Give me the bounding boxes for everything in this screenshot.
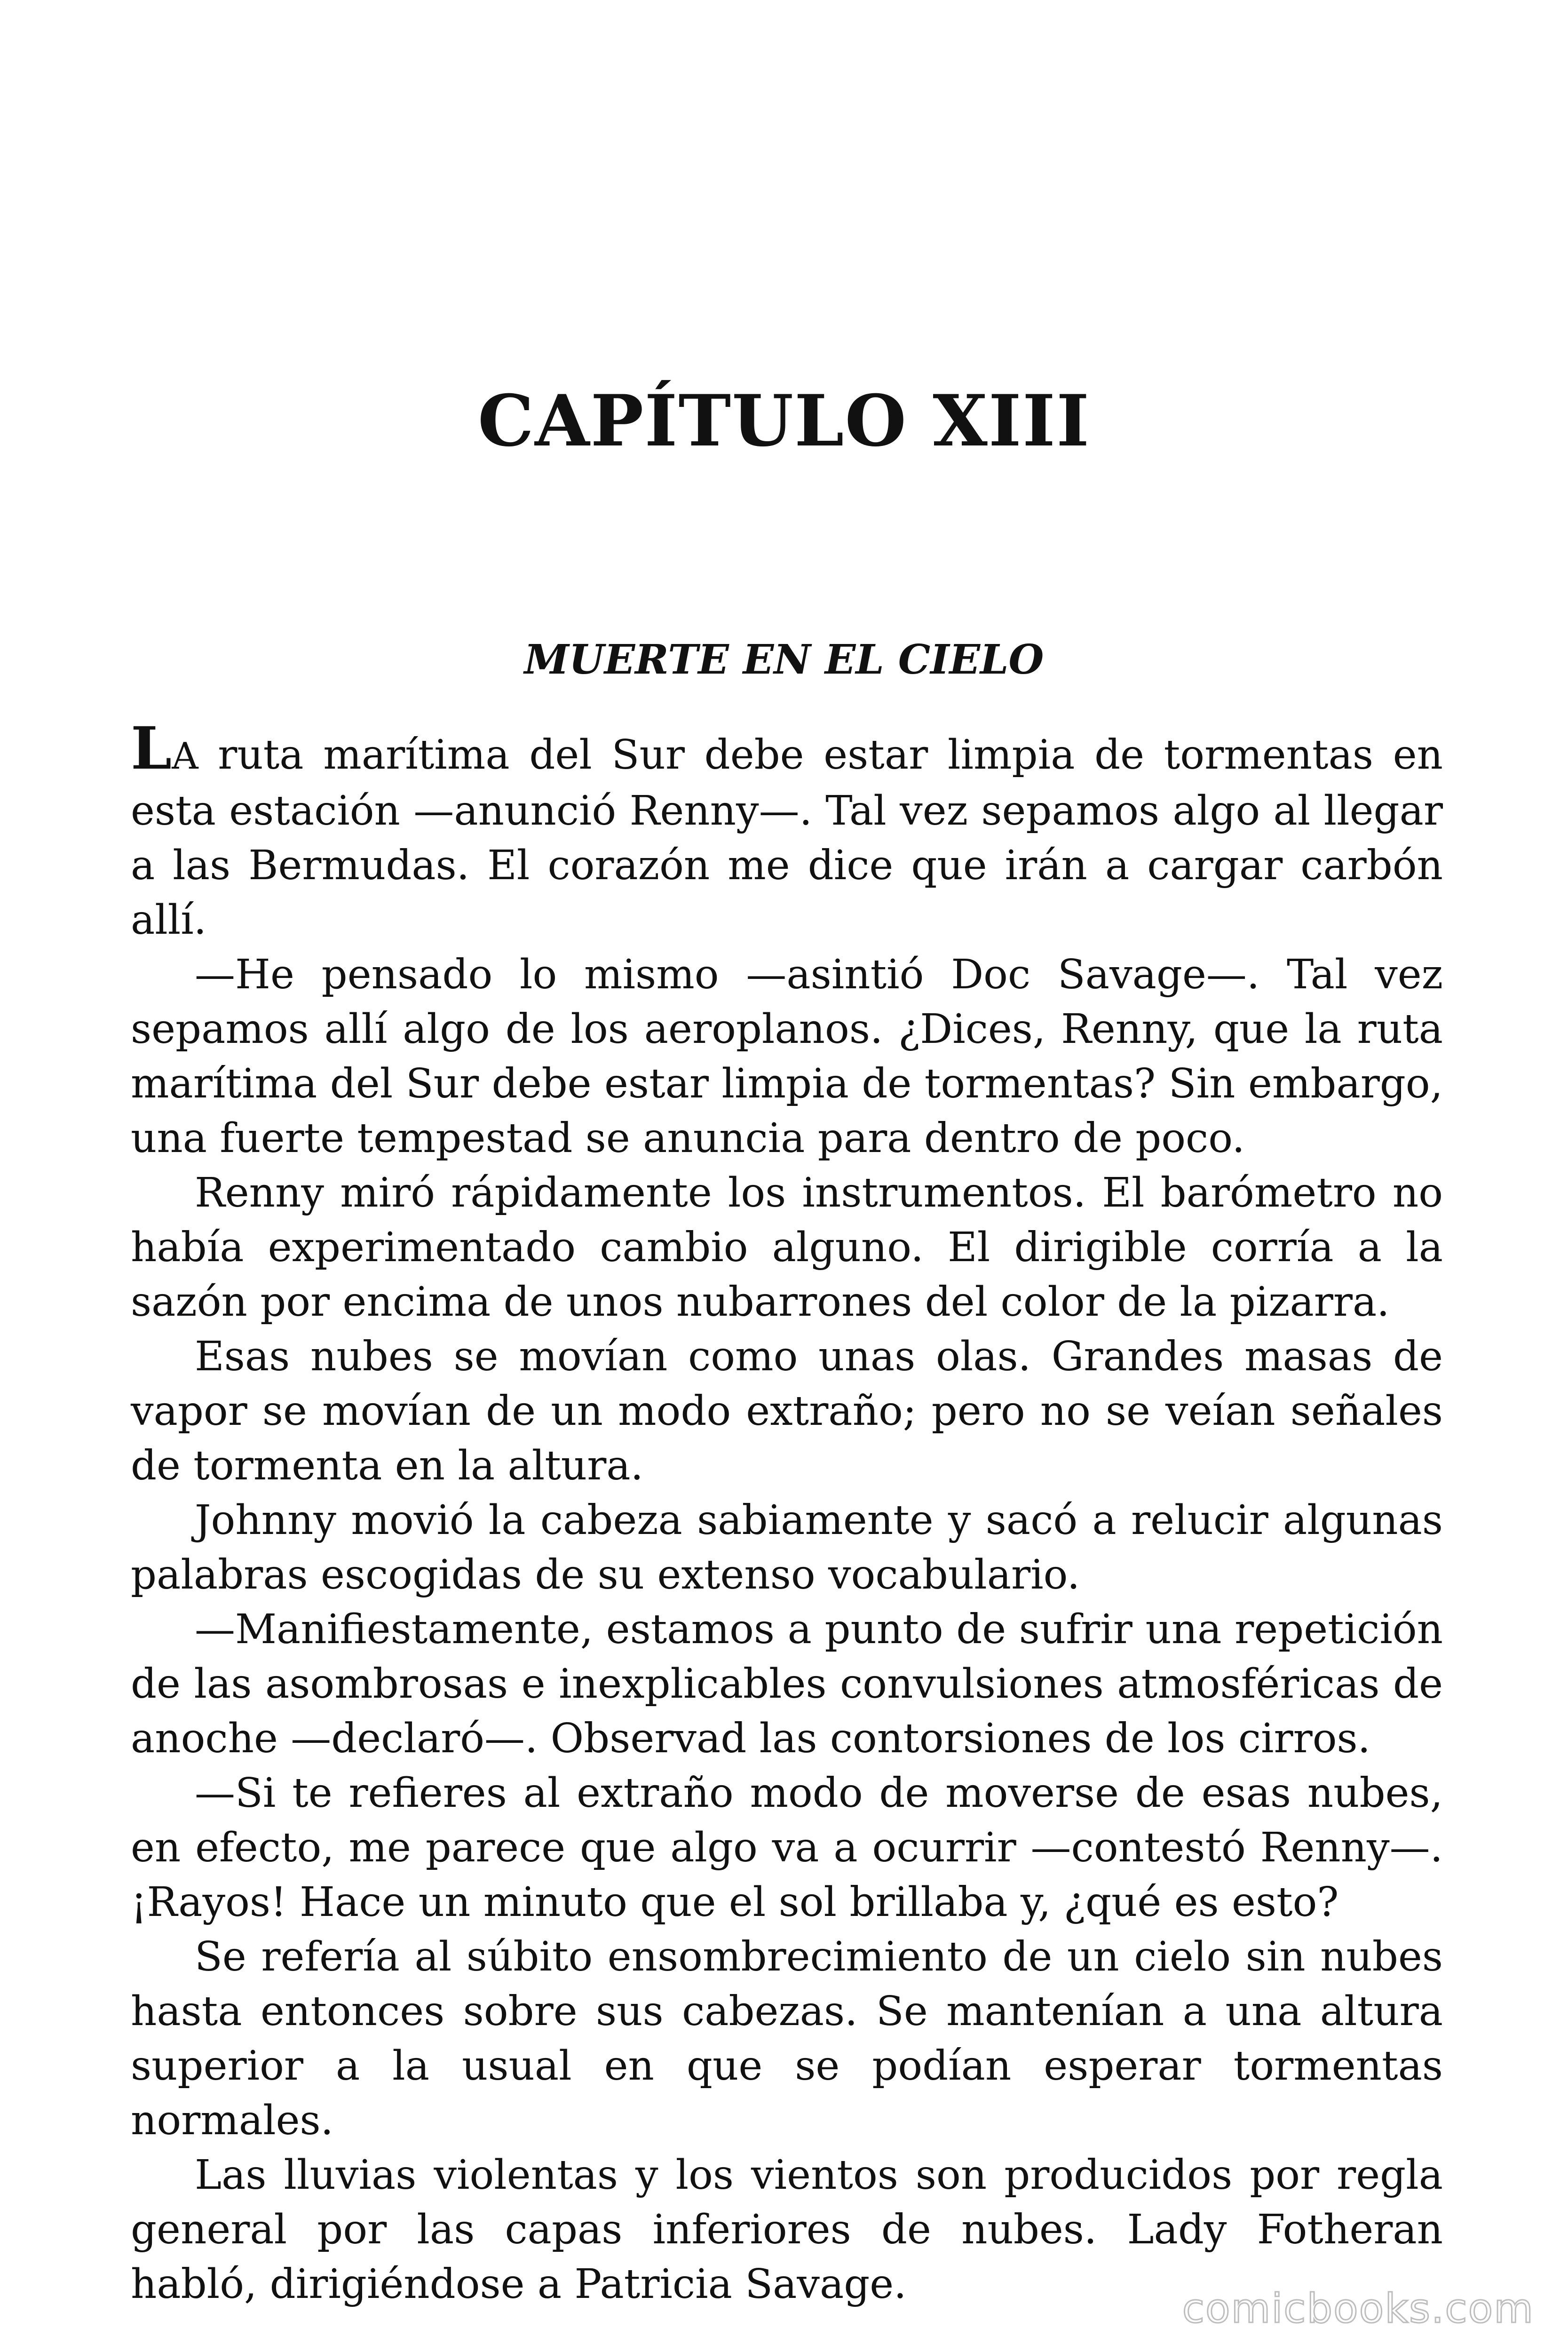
paragraph-9: Las lluvias violentas y los vientos son producidos por regla general por las capas inferiores de nubes. Lady Fotheran habló, dirigiéndose a Patricia Savage. xyxy=(131,2152,1443,2308)
paragraph-5: Johnny movió la cabeza sabiamente y sacó a relucir algunas palabras escogidas de su extenso vocabulario. xyxy=(131,1497,1443,1598)
drop-cap: L xyxy=(131,715,172,783)
paragraph-8: Se refería al súbito ensombrecimiento de un cielo sin nubes hasta entonces sobre sus cabezas. Se mantenían a una altura superior a la usual en que se podían esperar tormentas normales. xyxy=(131,1933,1443,2144)
section-title: MUERTE EN EL CIELO xyxy=(524,636,1044,683)
paragraph-2: —He pensado lo mismo —asintió Doc Savage—. Tal vez sepamos allí algo de los aeroplanos. ¿Dices, Renny, que la ruta marítima del Sur debe estar limpia de tormentas? Sin embargo, una fuerte tempestad se anuncia para dentro de poco. xyxy=(131,951,1443,1162)
chapter-title: CAPÍTULO XIII xyxy=(477,380,1091,462)
paragraph-1-text: ruta marítima del Sur debe estar limpia de tormentas en esta estación —anunció Renny—. Tal vez sepamos algo al llegar a las Bermudas. El corazón me dice que irán a cargar carbón allí. xyxy=(131,731,1443,944)
paragraph-6: —Manifiestamente, estamos a punto de sufrir una repetición de las asombrosas e inexplicables convulsiones atmosféricas de anoche —declaró—. Observad las contorsiones de los cirros. xyxy=(131,1606,1443,1762)
body-text xyxy=(131,715,1443,2312)
first-word-rest: A xyxy=(172,735,198,778)
watermark: comicbooks.com xyxy=(1182,2285,1534,2332)
paragraph-4: Esas nubes se movían como unas olas. Grandes masas de vapor se movían de un modo extraño; pero no se veían señales de tormenta en la altura. xyxy=(131,1333,1443,1489)
paragraph-3: Renny miró rápidamente los instrumentos. El barómetro no había experimentado cambio alguno. El dirigible corría a la sazón por encima de unos nubarrones del color de la pizarra. xyxy=(131,1169,1443,1326)
paragraph-7: —Si te refieres al extraño modo de moverse de esas nubes, en efecto, me parece que algo va a ocurrir —contestó Renny—. ¡Rayos! Hace un minuto que el sol brillaba y, ¿qué es esto? xyxy=(131,1770,1443,1926)
paragraph-1 xyxy=(131,715,1443,947)
